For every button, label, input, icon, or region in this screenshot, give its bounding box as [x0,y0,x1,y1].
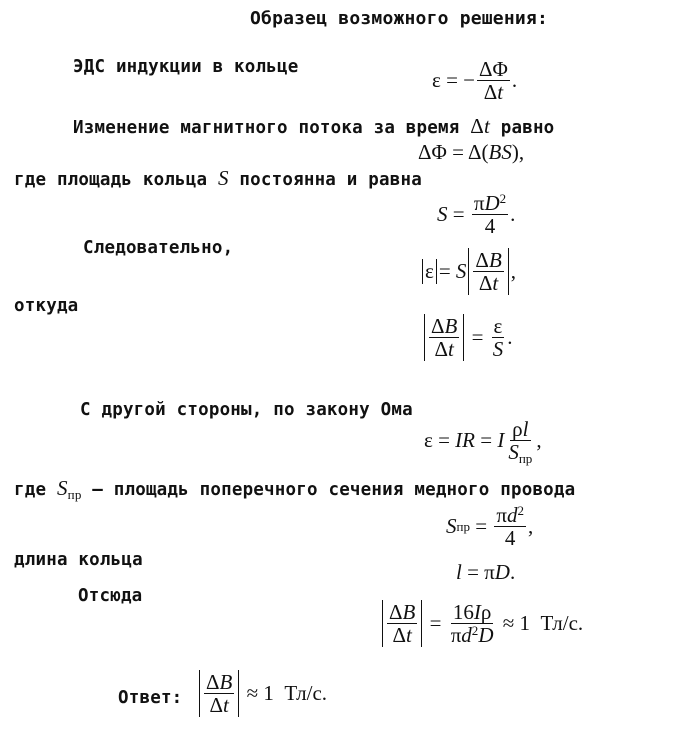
delta-t-symbol: Δt [470,114,490,138]
formula-emf: ε = − $\frac{\Delta\Phi}{\Delta t}$ . [432,57,518,105]
formula-area: S = $\frac{\pi D^2}{4}$ . [437,190,516,239]
formula-ring-length: l = π D . [456,560,516,584]
formula-final: $\frac{\Delta B}{\Delta t}$ = $\frac{16I\rho}{\pi d^2D}$ ≈ 1 Тл/с. [380,600,583,647]
formula-ohm: ε = IR = I $\frac{\rho l}{S_{пр}}$ , [424,417,542,466]
s-pr-symbol: $S_{пр}$ [56,476,82,502]
cross-section-text: где $S_{пр}$ — площадь поперечного сечения медного провода [14,476,576,502]
answer-value: 1 [263,681,274,706]
formula-cross-section: S пр = $\frac{\pi d^2}{4}$ , [446,502,534,551]
answer-unit: Тл/с. [284,681,328,706]
formula-rate: $\frac{\Delta B}{\Delta t}$ = $\frac{\varepsilon}{S}$ . [422,314,512,361]
whence-text: откуда [14,296,79,316]
formula-abs-emf: ε = S $\frac{\Delta B}{\Delta t}$ , [420,248,516,295]
answer-label: Ответ: [118,688,183,708]
therefore-text: Следовательно, [83,238,234,258]
formula-flux: ΔΦ = Δ( BS ), [418,140,525,164]
answer-formula: $\frac{\Delta B}{\Delta t}$ ≈ 1 Тл/с. [197,670,327,717]
area-text: где площадь кольца S постоянна и равна [14,166,422,190]
ring-length-text: длина кольца [14,550,143,570]
area-symbol: S [217,166,229,190]
ohm-text: С другой стороны, по закону Ома [80,400,413,420]
emf-text: ЭДС индукции в кольце [73,57,299,77]
hence-text: Отсюда [78,586,143,606]
flux-change-text: Изменение магнитного потока за время Δt равно [73,114,555,138]
page-title: Образец возможного решения: [250,8,548,29]
